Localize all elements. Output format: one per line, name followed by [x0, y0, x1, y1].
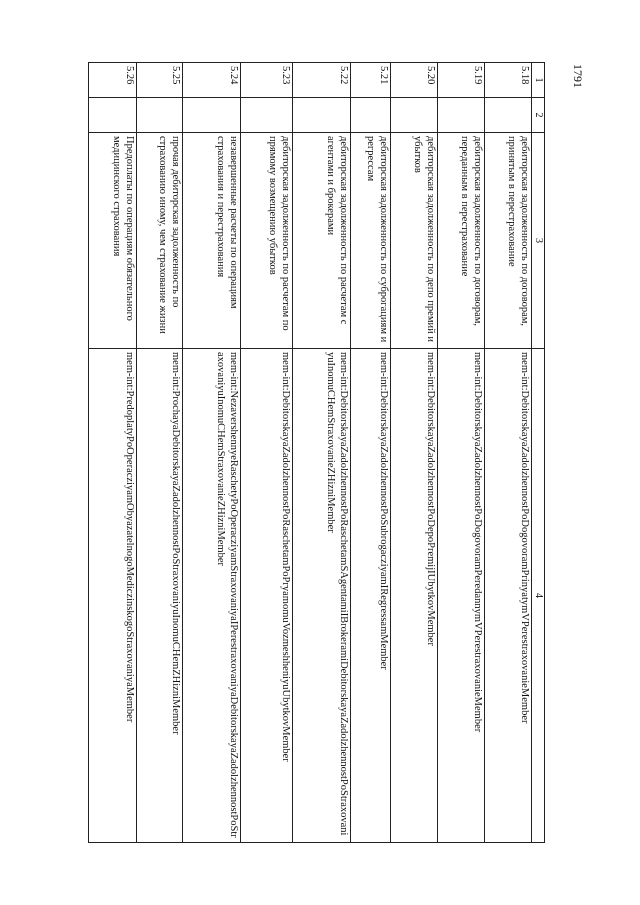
row-col2: [292, 98, 350, 133]
row-member-code: mem-int:DebitorskayaZadolzhennostPoDogovoramPrinyatymVPerestraxovanieMember: [484, 349, 531, 843]
table-row: [484, 63, 531, 843]
row-member-code: mem-int:DebitorskayaZadolzhennostPoDepoPremijIUbytkovMember: [390, 349, 437, 843]
row-col2: [136, 98, 182, 133]
row-member-code: mem-int:DebitorskayaZadolzhennostPoSubrogacziyamIRegressamMember: [350, 349, 390, 843]
row-description: дебиторская задолженность по суброгациям и регрессам: [350, 133, 390, 349]
table-row: [350, 63, 390, 843]
header-col-3: 3: [531, 133, 544, 349]
row-description: дебиторская задолженность по договорам, принятым в перестрахование: [484, 133, 531, 349]
row-number: 5.19: [437, 63, 484, 98]
row-description: Предоплаты по операциям обязательного медицинского страхования: [88, 133, 136, 349]
table-row: [182, 63, 240, 843]
table-row: [88, 63, 136, 843]
row-col2: [350, 98, 390, 133]
row-description: дебиторская задолженность по депо премий и убытков: [390, 133, 437, 349]
header-col-2: 2: [531, 98, 544, 133]
row-col2: [240, 98, 292, 133]
row-number: 5.23: [240, 63, 292, 98]
rotated-table-container: [100, 62, 545, 842]
row-number: 5.21: [350, 63, 390, 98]
table-row: [390, 63, 437, 843]
row-col2: [484, 98, 531, 133]
row-member-code: mem-int:PredoplatyPoOperacziyamObyazatelnogoMediczinskogoStraxovaniyaMember: [88, 349, 136, 843]
row-description: дебиторская задолженность по расчетам по прямому возмещению убытков: [240, 133, 292, 349]
row-number: 5.25: [136, 63, 182, 98]
row-number: 5.20: [390, 63, 437, 98]
row-description: прочая дебиторская задолженность по страхованию иному, чем страхование жизни: [136, 133, 182, 349]
row-number: 5.22: [292, 63, 350, 98]
row-col2: [182, 98, 240, 133]
row-member-code: mem-int:DebitorskayaZadolzhennostPoRaschetamPoPryamomuVozmeshheniyuUbytkovMember: [240, 349, 292, 843]
table-row: [240, 63, 292, 843]
row-member-code: mem-int:NezavershennyeRaschetyPoOperacziyamStraxovaniyaIPerestraxovaniyaDebitorskayaZadolzhennostPoStraxovaniyuInomuCHemStraxovanieZHizniMember: [182, 349, 240, 843]
row-member-code: mem-int:DebitorskayaZadolzhennostPoRaschetamSAgentamiIBrokeramiDebitorskayaZadolzhennostPoStraxovaniyuInomuCHemStraxovanieZHizniMember: [292, 349, 350, 843]
page-number: 1791: [571, 64, 585, 88]
row-description: дебиторская задолженность по договорам, переданным в перестрахование: [437, 133, 484, 349]
row-col2: [390, 98, 437, 133]
row-description: незавершенные расчеты по операциям страхования и перестрахования: [182, 133, 240, 349]
table-row: [437, 63, 484, 843]
row-col2: [437, 98, 484, 133]
row-number: 5.24: [182, 63, 240, 98]
row-col2: [88, 98, 136, 133]
row-description: дебиторская задолженность по расчетам с агентами и брокерами: [292, 133, 350, 349]
table-row: [292, 63, 350, 843]
row-number: 5.26: [88, 63, 136, 98]
table-row: [136, 63, 182, 843]
header-col-4: 4: [531, 349, 544, 843]
data-table: [88, 62, 545, 843]
row-number: 5.18: [484, 63, 531, 98]
row-member-code: mem-int:ProchayaDebitorskayaZadolzhennostPoStraxovaniyuInomuCHemZHizniMember: [136, 349, 182, 843]
header-row: [531, 63, 544, 843]
header-col-1: 1: [531, 63, 544, 98]
row-member-code: mem-int:DebitorskayaZadolzhennostPoDogovoramPeredannymVPerestraxovanieMember: [437, 349, 484, 843]
